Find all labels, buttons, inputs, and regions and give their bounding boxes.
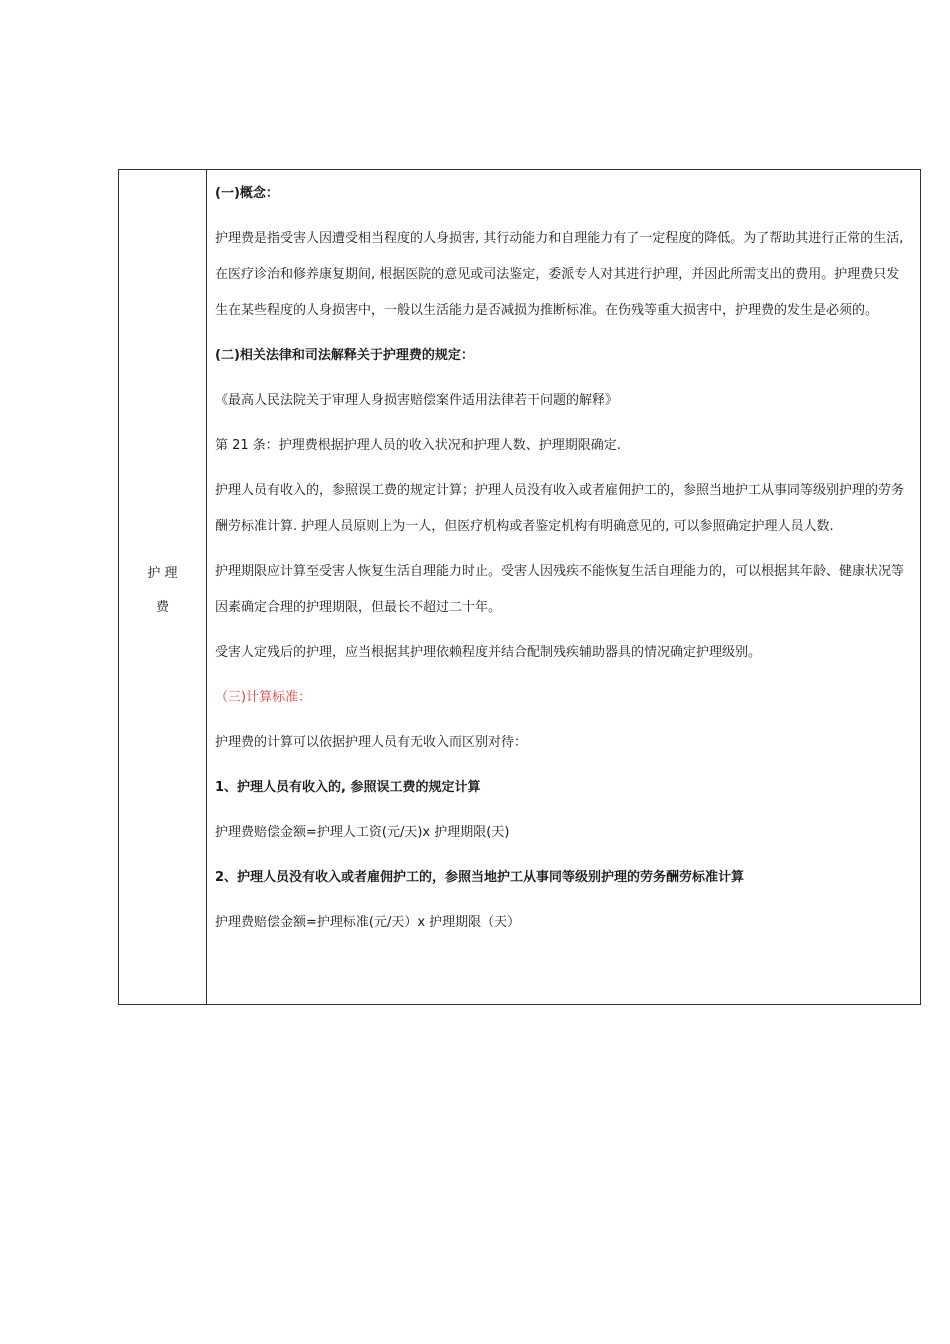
subheading-without-income: 2、护理人员没有收入或者雇佣护工的，参照当地护工从事同等级别护理的劳务酬劳标准计算 [215, 870, 745, 885]
paragraph-concept-definition: 护理费是指受害人因遭受相当程度的人身损害, 其行动能力和自理能力有了一定程度的降低。为了帮助其进行正常的生活, 在医疗诊治和修养康复期间, 根据医院的意见或司法鉴定，委派专人对其进行护理，并因此所需支出的费用。护理费只发生在某些程度的人身损害中，一般以生活能力是否减损为推断标准。在伤残等重大损害中，护理费的发生是必须的。 [215, 231, 904, 318]
paragraph-caregiver-income: 护理人员有收入的，参照误工费的规定计算；护理人员没有收入或者雇佣护工的，参照当地护工从事同等级别护理的劳务酬劳标准计算. 护理人员原则上为一人，但医疗机构或者鉴定机构有明确意见的, 可以参照确定护理人员人数. [215, 483, 905, 534]
section-heading-legal-provisions: (二)相关法律和司法解释关于护理费的规定： [215, 348, 474, 363]
paragraph-care-level: 受害人定残后的护理，应当根据其护理依赖程度并结合配制残疾辅助器具的情况确定护理级别。 [215, 645, 762, 660]
paragraph-calculation-intro: 护理费的计算可以依据护理人员有无收入而区别对待： [215, 735, 528, 750]
subheading-with-income: 1、护理人员有收入的, 参照误工费的规定计算 [215, 780, 481, 795]
section-heading-concept: (一)概念： [215, 186, 279, 201]
formula-without-income: 护理费赔偿金额=护理标准(元/天）x 护理期限（天） [215, 915, 521, 930]
paragraph-article-21: 第 21 条：护理费根据护理人员的收入状况和护理人数、护理期限确定. [215, 438, 621, 453]
row-label-line-2: 费 [155, 600, 169, 615]
paragraph-care-period: 护理期限应计算至受害人恢复生活自理能力时止。受害人因残疾不能恢复生活自理能力的，可以根据其年龄、健康状况等因素确定合理的护理期限，但最长不超过二十年。 [215, 564, 905, 615]
document-table [118, 169, 921, 1005]
row-label-cell [119, 170, 207, 1004]
content-cell [207, 170, 920, 1004]
formula-with-income: 护理费赔偿金额=护理人工资(元/天)x 护理期限(天) [215, 825, 510, 840]
section-heading-calculation-standard: （三)计算标准： [215, 690, 312, 705]
paragraph-interpretation-title: 《最高人民法院关于审理人身损害赔偿案件适用法律若干问题的解释》 [215, 393, 619, 408]
row-label-line-1: 护 理 [147, 566, 178, 581]
